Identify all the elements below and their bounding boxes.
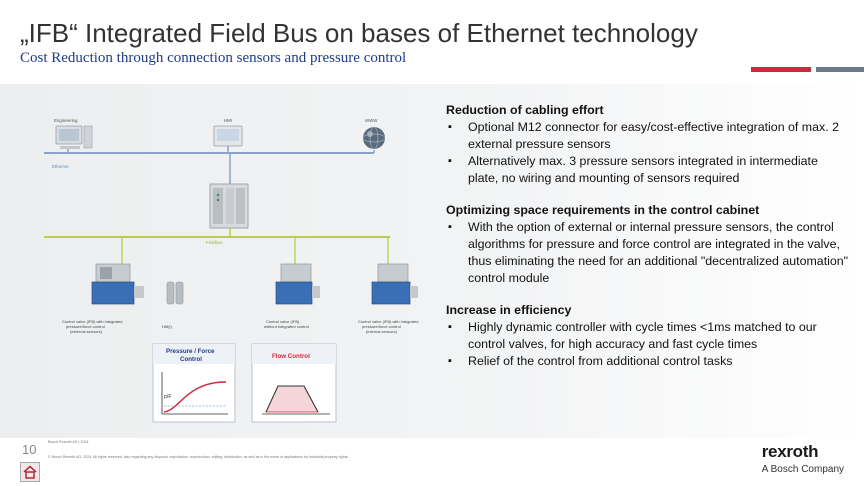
controller-device-icon	[210, 184, 248, 228]
label-hmi: HMI	[224, 118, 233, 123]
valve-internal-sensors-icon	[372, 264, 418, 304]
bullet-item: ▪ Alternatively max. 3 pressure sensors integrated in intermediate plate, no wiring and mounting of sensors required	[446, 153, 851, 187]
section-efficiency	[446, 302, 851, 370]
label-device1: Control valve (IFB) with integrated pressure/force control (external sensors)	[62, 319, 123, 334]
section-cabling	[446, 102, 851, 187]
home-button[interactable]	[20, 462, 40, 482]
rexroth-logo	[762, 442, 844, 475]
footer-company: Bosch Rexroth AG | 2024	[48, 440, 89, 444]
axis-label-pf: p/F	[164, 394, 172, 400]
valve-no-control-icon	[276, 264, 320, 304]
home-icon	[21, 463, 39, 481]
logo-company: A Bosch Company	[761, 464, 844, 475]
section-space	[446, 202, 851, 287]
engineering-computer-icon	[56, 126, 92, 149]
pressure-sensor-icon	[167, 282, 183, 304]
label-sensor: HM(i)	[162, 324, 172, 329]
accent-bar-red	[751, 67, 811, 72]
svg-text:Flow Control: Flow Control	[272, 353, 310, 360]
label-www: WWW	[365, 118, 378, 123]
valve-external-sensors-icon	[92, 264, 144, 304]
page-number: 10	[22, 442, 37, 457]
bullet-item: ▪ Relief of the control from additional control tasks	[446, 353, 851, 370]
label-device3: Control valve (IFB) with integrated pressure/force control (internal sensors)	[358, 319, 419, 334]
bullet-item: ▪ Optional M12 connector for easy/cost-effective integration of max. 2 external pressure sensors	[446, 119, 851, 153]
hmi-panel-icon	[214, 126, 242, 146]
accent-bar-gray	[816, 67, 864, 72]
logo-brand: rexroth	[761, 442, 819, 461]
section-heading: Increase in efficiency	[446, 303, 572, 317]
bullet-item: ▪ With the option of external or internal pressure sensors, the control algorithms for pressure and force control are integrated in the valve, thus eliminating the need for an additional "decentralized automation" control module	[446, 219, 851, 287]
flow-control-box	[252, 344, 336, 422]
label-fieldbus: Fieldbus	[206, 240, 223, 245]
network-diagram	[40, 100, 440, 430]
section-heading: Reduction of cabling effort	[446, 103, 604, 117]
footer-copyright: © Bosch Rexroth AG, 2024. All rights reserved, also regarding any disposal, exploitation, reproduction, editing, distribution, as well as in the event of applications for industrial property rights.	[48, 455, 349, 459]
svg-text:Pressure / Force Control: Pressure / Force Control	[166, 348, 215, 363]
label-engineering: Engineering	[54, 118, 78, 123]
slide-title: „IFB“ Integrated Field Bus on bases of Ethernet technology	[20, 18, 698, 48]
www-globe-icon	[363, 127, 385, 149]
bullet-item: ▪ Highly dynamic controller with cycle times <1ms matched to our control valves, for high accuracy and fast cycle times	[446, 319, 851, 353]
section-heading: Optimizing space requirements in the control cabinet	[446, 203, 760, 217]
label-device2: Control valve (IFB) without integrated control	[264, 319, 309, 329]
slide-subtitle: Cost Reduction through connection sensors and pressure control	[20, 50, 407, 66]
label-ethernet: Ethernet	[52, 164, 69, 169]
pressure-force-control-box	[153, 344, 235, 422]
text-column	[446, 102, 851, 385]
